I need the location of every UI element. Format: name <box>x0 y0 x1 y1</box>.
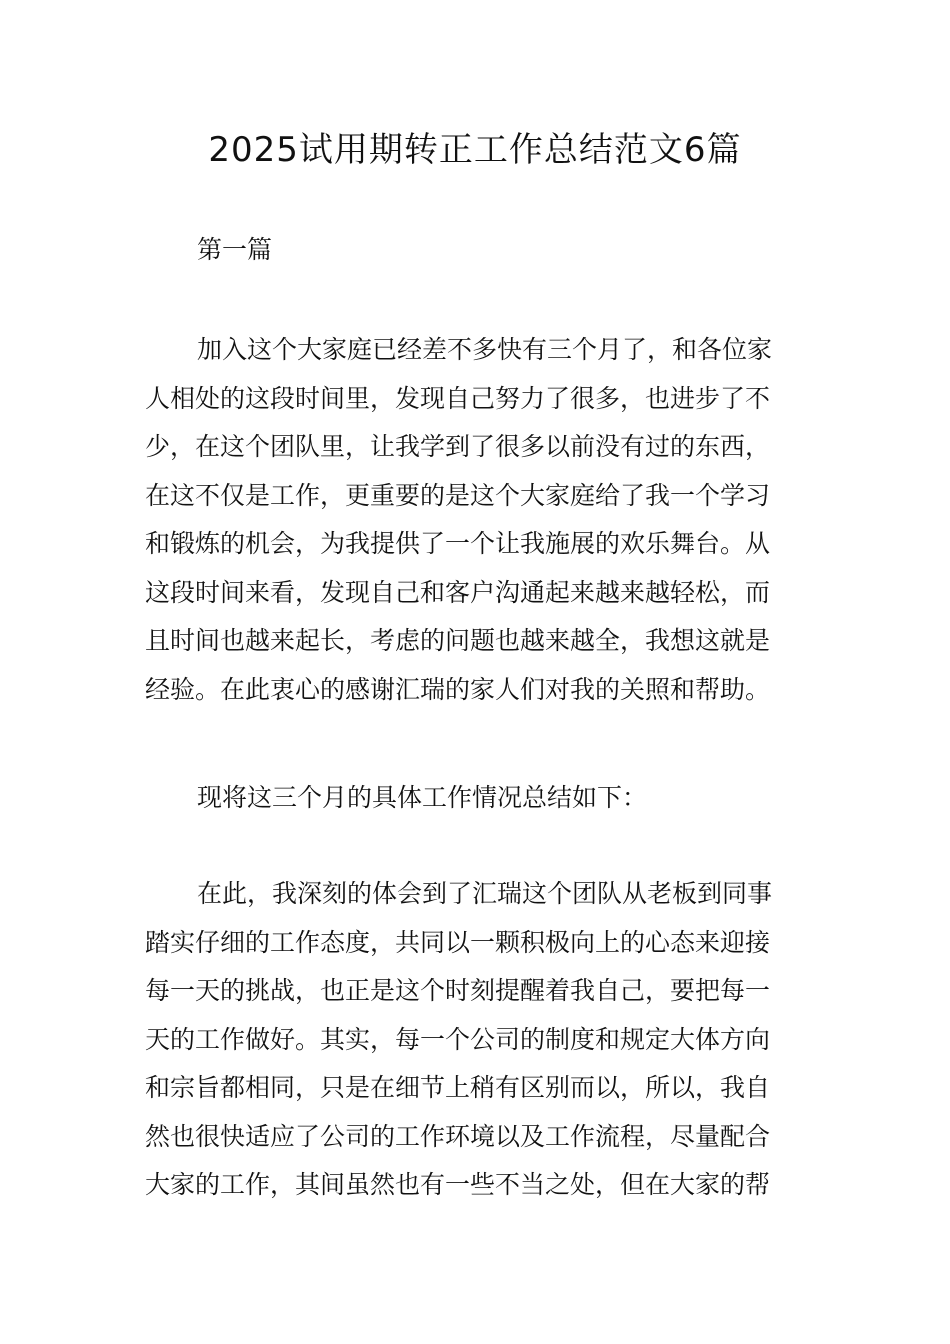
document-title: 2025试用期转正工作总结范文6篇 <box>208 130 742 170</box>
paragraph-line: 每一天的挑战，也正是这个时刻提醒着我自己，要把每一 <box>145 976 771 1005</box>
paragraph-line: 大家的工作，其间虽然也有一些不当之处，但在大家的帮 <box>145 1170 771 1199</box>
section-heading <box>145 226 809 275</box>
paragraph-1 <box>145 326 809 714</box>
paragraph-line: 和锻炼的机会，为我提供了一个让我施展的欢乐舞台。从 <box>145 529 771 558</box>
paragraph-line: 踏实仔细的工作态度，共同以一颗积极向上的心态来迎接 <box>145 927 771 957</box>
section-heading-text: 第一篇 <box>197 235 273 264</box>
paragraph-line: 人相处的这段时间里，发现自己努力了很多，也进步了不 <box>145 383 771 413</box>
paragraph-line: 和宗旨都相同，只是在细节上稍有区别而以，所以，我自 <box>145 1073 771 1102</box>
paragraph-line: 然也很快适应了公司的工作环境以及工作流程，尽量配合 <box>145 1121 771 1151</box>
paragraph-line: 在这不仅是工作，更重要的是这个大家庭给了我一个学习 <box>145 480 771 510</box>
paragraph-line: 在此，我深刻的体会到了汇瑞这个团队从老板到同事 <box>197 879 773 908</box>
paragraph-line: 少，在这个团队里，让我学到了很多以前没有过的东西， <box>145 432 771 461</box>
paragraph-line: 加入这个大家庭已经差不多快有三个月了，和各位家 <box>197 335 773 364</box>
paragraph-3 <box>145 870 809 1210</box>
paragraph-line: 现将这三个月的具体工作情况总结如下： <box>197 783 648 812</box>
paragraph-2 <box>145 774 809 823</box>
paragraph-line: 经验。在此衷心的感谢汇瑞的家人们对我的关照和帮助。 <box>145 674 771 704</box>
paragraph-line: 且时间也越来起长，考虑的问题也越来越全，我想这就是 <box>145 626 771 655</box>
paragraph-line: 这段时间来看，发现自己和客户沟通起来越来越轻松，而 <box>145 577 771 607</box>
paragraph-line: 天的工作做好。其实，每一个公司的制度和规定大体方向 <box>145 1024 771 1054</box>
